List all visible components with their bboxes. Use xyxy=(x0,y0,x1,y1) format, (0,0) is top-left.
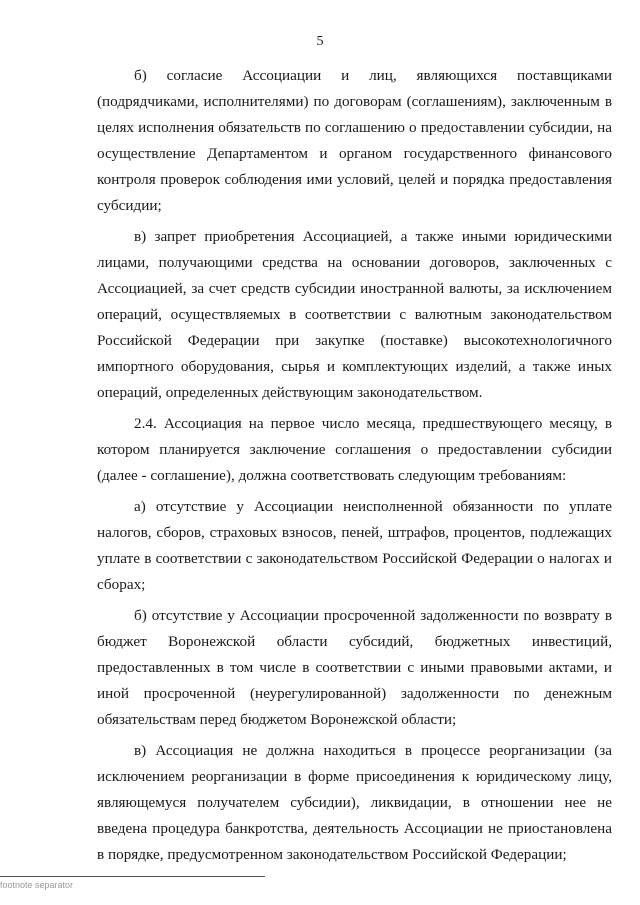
footnote-separator xyxy=(0,876,265,877)
paragraph-currency-ban: в) запрет приобретения Ассоциацией, а также иными юридическими лицами, получающими средства на основании договоров, заключенных с Ассоциацией, за счет средств субсидии иностранной валюты, за исключением операций, осуществляемых в соответствии с валютным законодательством Российской Федерации при закупке (поставке) высокотехнологичного импортного оборудования, сырья и комплектующих изделий, а также иных операций, определенных действующим законодательством. xyxy=(97,228,612,401)
paragraph-budget-debt: б) отсутствие у Ассоциации просроченной задолженности по возврату в бюджет Воронежской области субсидий, бюджетных инвестиций, предоставленных в том числе в соответствии с иными правовыми актами, и иной просроченной (неурегулированной) задолженности по денежным обязательствам перед бюджетом Воронежской области; xyxy=(97,607,612,728)
body-text xyxy=(97,63,612,873)
paragraph-tax-obligations: а) отсутствие у Ассоциации неисполненной обязанности по уплате налогов, сборов, страховых взносов, пеней, штрафов, процентов, подлежащих уплате в соответствии с законодательством Российской Федерации о налогах и сборах; xyxy=(97,498,612,593)
paragraph-consent: б) согласие Ассоциации и лиц, являющихся поставщиками (подрядчиками, исполнителями) по договорам (соглашениям), заключенным в целях исполнения обязательств по соглашению о предоставлении субсидии, на осуществление Департаментом и органом государственного финансового контроля проверок соблюдения ими условий, целей и порядка предоставления субсидии; xyxy=(97,67,612,214)
page-number: 5 xyxy=(316,34,324,49)
paragraph-reorganization: в) Ассоциация не должна находиться в процессе реорганизации (за исключением реорганизации в форме присоединения к юридическому лицу, являющемуся получателем субсидии), ликвидации, в отношении нее не введена процедура банкротства, деятельность Ассоциации не приостановлена в порядке, предусмотренном законодательством Российской Федерации; xyxy=(97,742,612,863)
footnote-separator-label: footnote separator xyxy=(0,880,74,890)
paragraph-requirements-intro: 2.4. Ассоциация на первое число месяца, предшествующего месяцу, в котором планируется заключение соглашения о предоставлении субсидии (далее - соглашение), должна соответствовать следующим требованиям: xyxy=(97,415,612,484)
